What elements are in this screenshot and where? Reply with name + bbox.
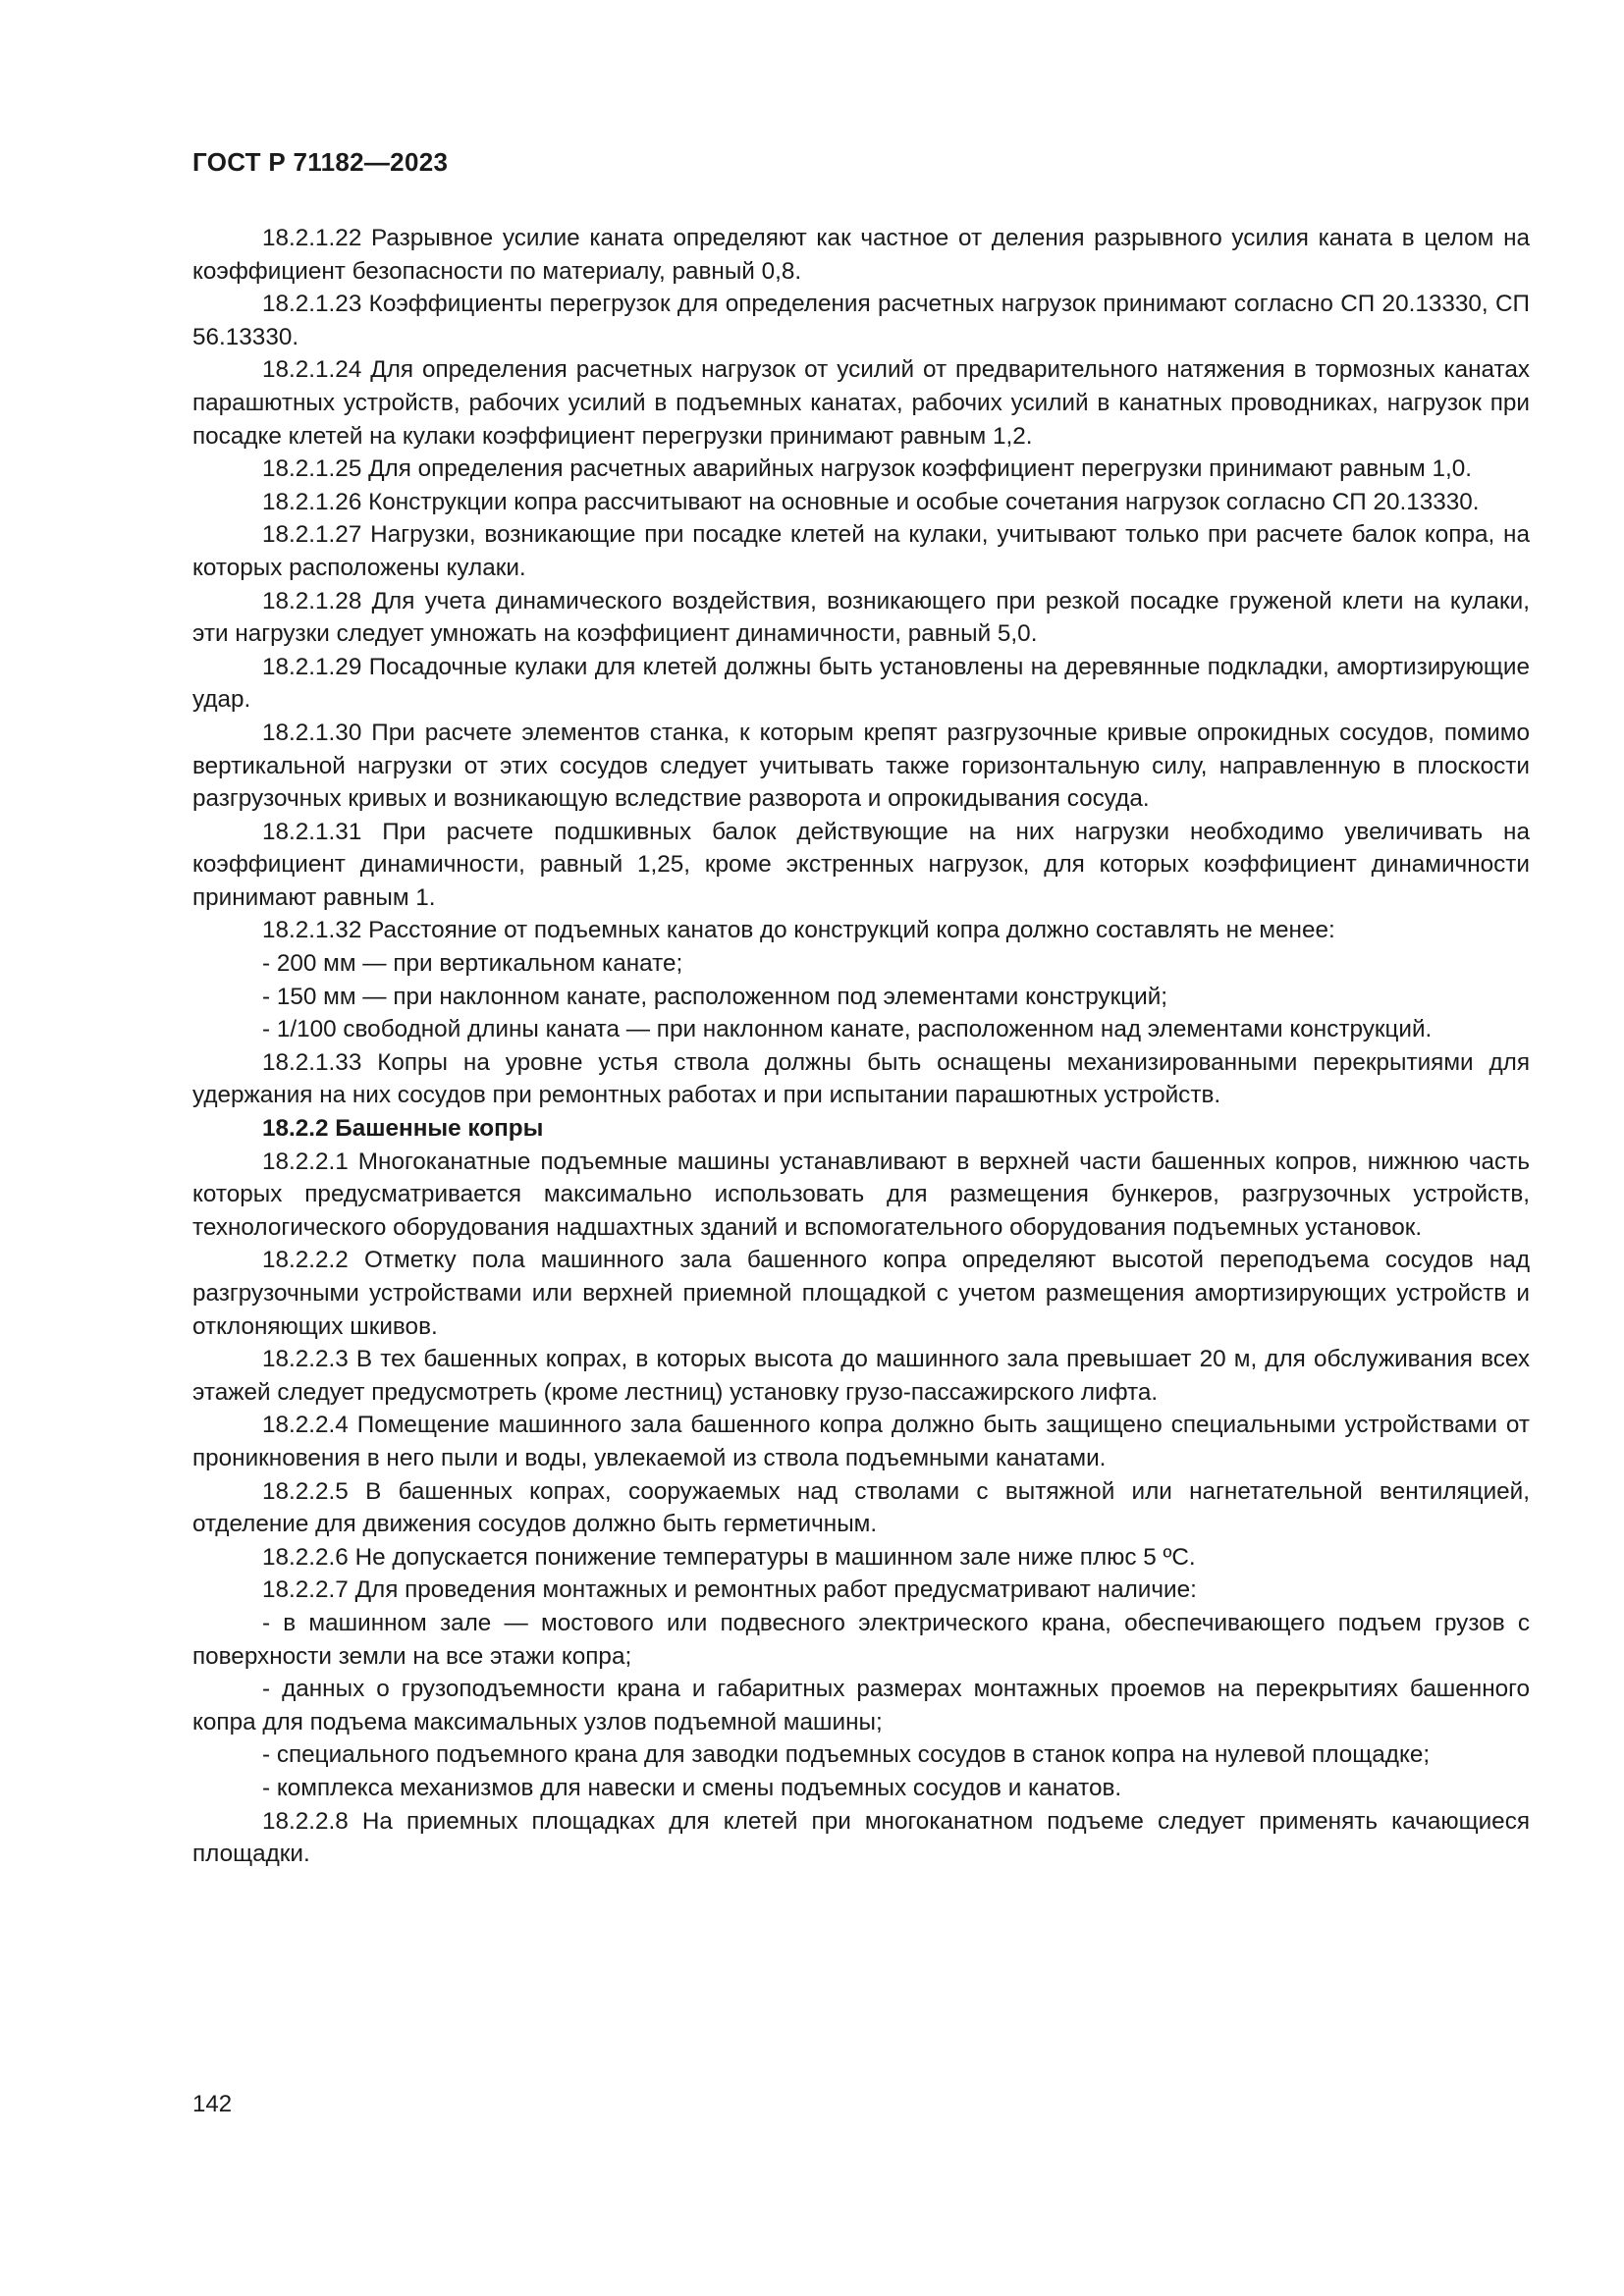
list-item: - данных о грузоподъемности крана и габаритных размерах монтажных проемов на перекрытиях башенного копра для подъема максимальных узлов подъемной машины;	[192, 1676, 1530, 1735]
list-item: - 200 мм — при вертикальном канате;	[262, 950, 683, 978]
paragraph-18-2-1-23: 18.2.1.23 Коэффициенты перегрузок для определения расчетных нагрузок принимают согласно СП 20.13330, СП 56.13330.	[192, 291, 1530, 350]
paragraph-18-2-2-6: 18.2.2.6 Не допускается понижение температуры в машинном зале ниже плюс 5 ºС.	[262, 1543, 1196, 1571]
document-body	[192, 222, 1530, 1871]
paragraph-18-2-2-5: 18.2.2.5 В башенных копрах, сооружаемых над стволами с вытяжной или нагнетательной вентиляцией, отделение для движения сосудов должно быть герметичным.	[192, 1477, 1530, 1538]
paragraph-18-2-2-3: 18.2.2.3 В тех башенных копрах, в которых высота до машинного зала превышает 20 м, для обслуживания всех этажей следует предусмотреть (кроме лестниц) установку грузо-пассажирского лифта.	[192, 1346, 1530, 1406]
paragraph-18-2-1-28: 18.2.1.28 Для учета динамического воздействия, возникающего при резкой посадке груженой клети на кулаки, эти нагрузки следует умножать на коэффициент динамичности, равный 5,0.	[192, 587, 1530, 648]
paragraph-18-2-2-7: 18.2.2.7 Для проведения монтажных и ремонтных работ предусматривают наличие:	[262, 1576, 1197, 1604]
paragraph-18-2-2-1: 18.2.2.1 Многоканатные подъемные машины устанавливают в верхней части башенных копров, нижнюю часть которых предусматривается максимально использовать для размещения бункеров, разгрузочных устройств, технологического оборудования надшахтных зданий и вспомогательного оборудования подъемных установок.	[192, 1148, 1530, 1241]
paragraph-18-2-2-2: 18.2.2.2 Отметку пола машинного зала башенного копра определяют высотой переподъема сосудов над разгрузочными устройствами или верхней приемной площадкой с учетом размещения амортизирующих устройств и отклоняющих шкивов.	[192, 1247, 1530, 1340]
paragraph-18-2-1-29: 18.2.1.29 Посадочные кулаки для клетей должны быть установлены на деревянные подкладки, амортизирующие удар.	[192, 653, 1530, 714]
page-number: 142	[192, 2091, 233, 2117]
paragraph-18-2-1-27: 18.2.1.27 Нагрузки, возникающие при посадке клетей на кулаки, учитывают только при расчете балок копра, на которых расположены кулаки.	[192, 521, 1530, 581]
paragraph-18-2-1-25: 18.2.1.25 Для определения расчетных аварийных нагрузок коэффициент перегрузки принимают равным 1,0.	[262, 455, 1472, 483]
paragraph-18-2-1-33: 18.2.1.33 Копры на уровне устья ствола должны быть оснащены механизированными перекрытиями для удержания на них сосудов при ремонтных работах и при испытании парашютных устройств.	[192, 1048, 1530, 1109]
paragraph-18-2-1-31: 18.2.1.31 При расчете подшкивных балок действующие на них нагрузки необходимо увеличивать на коэффициент динамичности, равный 1,25, кроме экстренных нагрузок, для которых коэффициент динамичности принимают равным 1.	[192, 818, 1530, 911]
paragraph-18-2-1-22: 18.2.1.22 Разрывное усилие каната определяют как частное от деления разрывного усилия каната в целом на коэффициент безопасности по материалу, равный 0,8.	[192, 225, 1530, 285]
list-item: - в машинном зале — мостового или подвесного электрического крана, обеспечивающего подъем грузов с поверхности земли на все этажи копра;	[192, 1609, 1530, 1670]
list-item: - 1/100 свободной длины каната — при наклонном канате, расположенном над элементами конструкций.	[262, 1016, 1433, 1043]
list-item: - 150 мм — при наклонном канате, расположенном под элементами конструкций;	[262, 983, 1168, 1010]
paragraph-18-2-1-32: 18.2.1.32 Расстояние от подъемных канатов до конструкций копра должно составлять не менее:	[262, 917, 1335, 944]
paragraph-18-2-1-24: 18.2.1.24 Для определения расчетных нагрузок от усилий от предварительного натяжения в тормозных канатах парашютных устройств, рабочих усилий в подъемных канатах, рабочих усилий в канатных проводниках, нагрузок при посадке клетей на кулаки коэффициент перегрузки принимают равным 1,2.	[192, 356, 1530, 450]
document-header: ГОСТ Р 71182—2023	[192, 147, 449, 177]
paragraph-18-2-2-4: 18.2.2.4 Помещение машинного зала башенного копра должно быть защищено специальными устройствами от проникновения в него пыли и воды, увлекаемой из ствола подъемными канатами.	[192, 1412, 1530, 1471]
paragraph-18-2-1-30: 18.2.1.30 При расчете элементов станка, к которым крепят разгрузочные кривые опрокидных сосудов, помимо вертикальной нагрузки от этих сосудов следует учитывать также горизонтальную силу, направленную в плоскости разгрузочных кривых и возникающую вследствие разворота и опрокидывания сосуда.	[192, 719, 1530, 813]
paragraph-18-2-2-8: 18.2.2.8 На приемных площадках для клетей при многоканатном подъеме следует применять качающиеся площадки.	[192, 1807, 1530, 1868]
section-heading: 18.2.2 Башенные копры	[262, 1115, 544, 1143]
list-item: - специального подъемного крана для заводки подъемных сосудов в станок копра на нулевой площадке;	[262, 1741, 1431, 1769]
paragraph-18-2-1-26: 18.2.1.26 Конструкции копра рассчитывают на основные и особые сочетания нагрузок согласно СП 20.13330.	[262, 488, 1480, 515]
list-item: - комплекса механизмов для навески и смены подъемных сосудов и канатов.	[262, 1774, 1122, 1801]
